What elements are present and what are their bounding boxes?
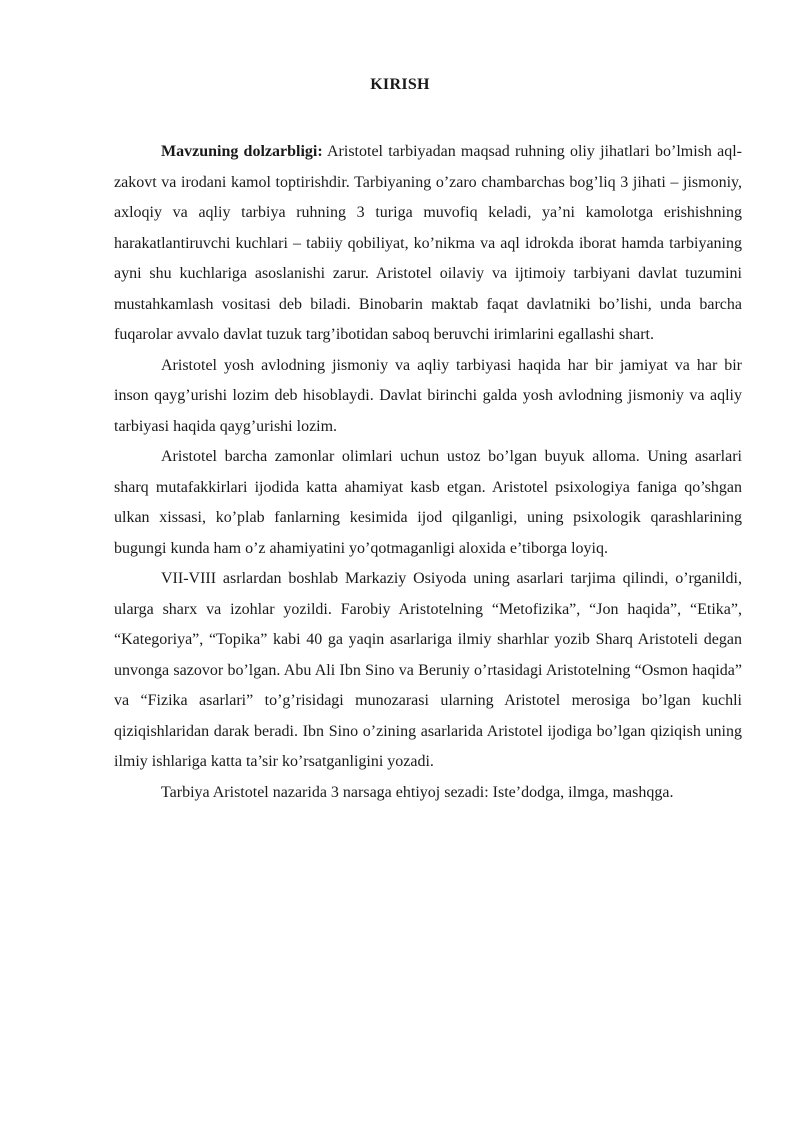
paragraph-upbringing: Aristotel yosh avlodning jismoniy va aqliy tarbiyasi haqida har bir jamiyat va har bir inson qayg’urishi lozim deb hisoblaydi. Davlat birinchi galda yosh avlodning jismoniy va aqliy tarbiyasi haqida qayg’urishi lozim.: [114, 356, 742, 435]
document-body: [114, 137, 742, 808]
paragraph-text: Aristotel tarbiyadan maqsad ruhning oliy jihatlari bo’lmish aql-zakovt va irodani kamol toptirishdir. Tarbiyaning o’zaro chambarchas bog’liq 3 jihati – jismoniy, axloqiy va aqliy tarbiya ruhning 3 turiga muvofiq keladi, ya’ni kamolotga erishishning harakatlantiruvchi kuchlari – tabiiy qobiliyat, ko’nikma va aql idrokda iborat hamda tarbiyaning ayni shu kuchlariga asoslanishi zarur. Aristotel oilaviy va ijtimoiy tarbiyani davlat tuzumini mustahkamlash vositasi deb biladi. Binobarin maktab faqat davlatniki bo’lishi, unda barcha fuqarolar avvalo davlat tuzuk targ’ibotidan saboq beruvchi irimlarini egallashi shart.: [114, 143, 743, 343]
paragraph-conclusion: Tarbiya Aristotel nazarida 3 narsaga ehtiyoj sezadi: Iste’dodga, ilmga, mashqga.: [161, 783, 674, 801]
paragraph-lead: Mavzuning dolzarbligi:: [161, 143, 323, 160]
paragraph-central-asia: VII-VIII asrlardan boshlab Markaziy Osiyoda uning asarlari tarjima qilindi, o’rganildi, ularga sharx va izohlar yozildi. Farobiy Aristotelning “Metofizika”, “Jon haqida”, “Etika”, “Kategoriya”, “Topika” kabi 40 ga yaqin asarlariga ilmiy sharhlar yozib Sharq Aristoteli degan unvonga sazovor bo’lgan. Abu Ali Ibn Sino va Beruniy o’rtasidagi Aristotelning “Osmon haqida” va “Fizika asarlari” to’g’risidagi munozarasi ularning Aristotel merosiga bo’lgan kuchli qiziqishlaridan darak beradi. Ibn Sino o’zining asarlarida Aristotel ijodiga bo’lgan qiziqish uning ilmiy ishlariga katta ta’sir ko’rsatganligini yozadi.: [114, 570, 742, 770]
page-title: KIRISH: [370, 76, 430, 93]
paragraph-legacy: Aristotel barcha zamonlar olimlari uchun ustoz bo’lgan buyuk alloma. Uning asarlari sharq mutafakkirlari ijodida katta ahamiyat kasb etgan. Aristotel psixologiya faniga qo’shgan ulkan xissasi, ko’plab fanlarning kesimida ijod qilganligi, uning psixologik qarashlarining bugungi kunda ham o’z ahamiyatini yo’qotmaganligi aloxida e’tiborga loyiq.: [114, 448, 742, 557]
paragraph-relevance: [114, 137, 742, 351]
